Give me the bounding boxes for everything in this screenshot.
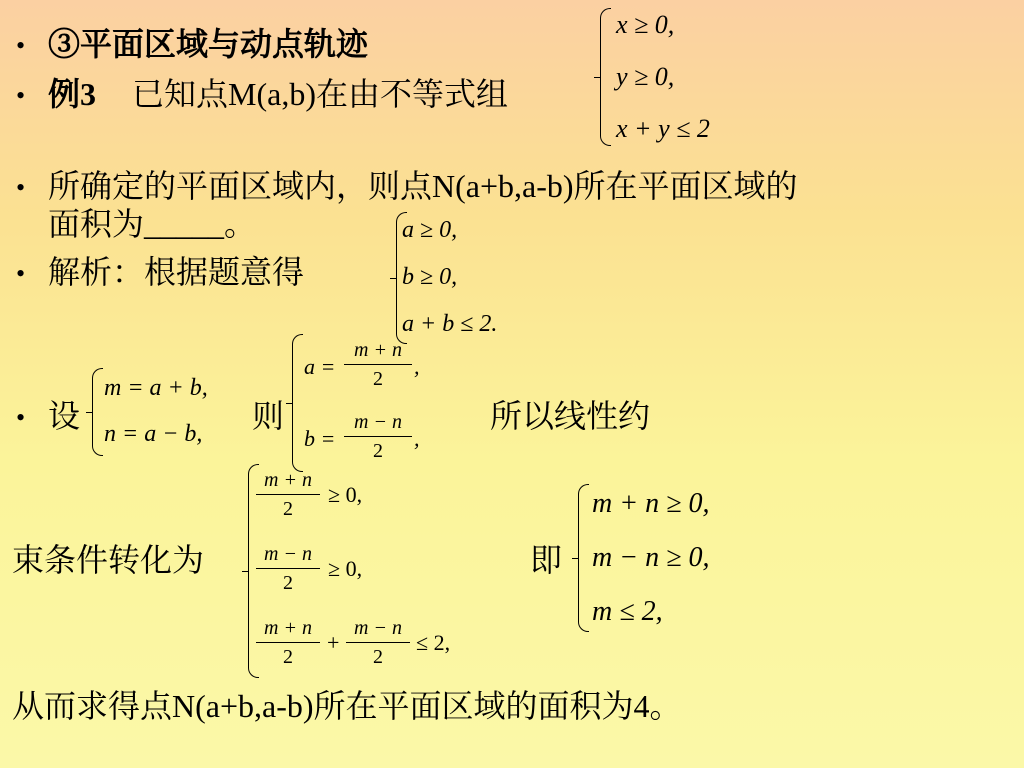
fraction-denominator: 2 [283, 572, 293, 594]
example-label: 例3 [48, 76, 97, 112]
inequality-tail: ≥ 0, [328, 556, 363, 581]
comma: , [414, 426, 420, 451]
question-text-continued: 面积为_____。 [48, 206, 257, 242]
fraction-bar [256, 568, 320, 569]
inequality: m ≤ 2, [592, 596, 663, 627]
inequality: x ≥ 0, [616, 10, 675, 39]
bullet: • [16, 31, 26, 60]
fraction [344, 412, 412, 461]
inequality: a + b ≤ 2. [402, 311, 498, 337]
fraction-denominator: 2 [283, 646, 293, 668]
brace [92, 368, 103, 456]
section-heading: ③平面区域与动点轨迹 [48, 26, 369, 62]
bullet: • [16, 81, 26, 110]
brace [600, 8, 611, 146]
fraction-bar [256, 642, 320, 643]
question-text: 所确定的平面区域内，则点N(a+b,a-b)所在平面区域的 [48, 168, 798, 204]
brace [578, 484, 589, 632]
fraction-numerator: m − n [354, 617, 402, 639]
fraction-numerator: m − n [264, 543, 312, 565]
comma: , [414, 354, 420, 379]
inequality: m + n ≥ 0, [592, 488, 710, 519]
fraction-bar [344, 364, 412, 365]
analysis-label: 解析：根据题意得 [48, 254, 305, 290]
bullet: • [16, 259, 26, 288]
inequality: x + y ≤ 2 [616, 114, 710, 143]
fraction-denominator: 2 [373, 440, 383, 462]
brace [292, 334, 303, 472]
bullet: • [16, 403, 26, 432]
example-text: 已知点M(a,b)在由不等式组 [132, 76, 508, 112]
fraction-denominator: 2 [373, 368, 383, 390]
constraint-label: 束条件转化为 [12, 542, 205, 578]
ie-label: 即 [530, 542, 563, 578]
fraction [256, 470, 320, 519]
bullet: • [16, 173, 26, 202]
fraction-bar [344, 436, 412, 437]
inequality: a ≥ 0, [402, 217, 458, 243]
then-label: 则 [252, 398, 285, 434]
so-label: 所以线性约 [490, 398, 651, 434]
fraction-denominator: 2 [283, 498, 293, 520]
plus-sign: + [327, 630, 340, 655]
fraction-numerator: m − n [354, 411, 402, 433]
fraction-numerator: m + n [264, 617, 312, 639]
fraction-numerator: m + n [264, 469, 312, 491]
fraction-bar [346, 642, 410, 643]
equation: n = a − b, [104, 421, 203, 447]
inequality: b ≥ 0, [402, 264, 458, 290]
inequality-tail: ≥ 0, [328, 482, 363, 507]
set-label: 设 [48, 398, 81, 434]
fraction [256, 618, 320, 667]
inequality: y ≥ 0, [616, 62, 675, 91]
inequality: m − n ≥ 0, [592, 542, 710, 573]
fraction-bar [256, 494, 320, 495]
equation-lhs: a = [304, 354, 336, 379]
fraction [346, 618, 410, 667]
inequality-tail: ≤ 2, [416, 630, 451, 655]
equation: m = a + b, [104, 375, 208, 401]
equation-lhs: b = [304, 426, 336, 451]
conclusion: 从而求得点N(a+b,a-b)所在平面区域的面积为4。 [12, 688, 682, 724]
fraction [344, 340, 412, 389]
fraction-numerator: m + n [354, 339, 402, 361]
fraction [256, 544, 320, 593]
fraction-denominator: 2 [373, 646, 383, 668]
